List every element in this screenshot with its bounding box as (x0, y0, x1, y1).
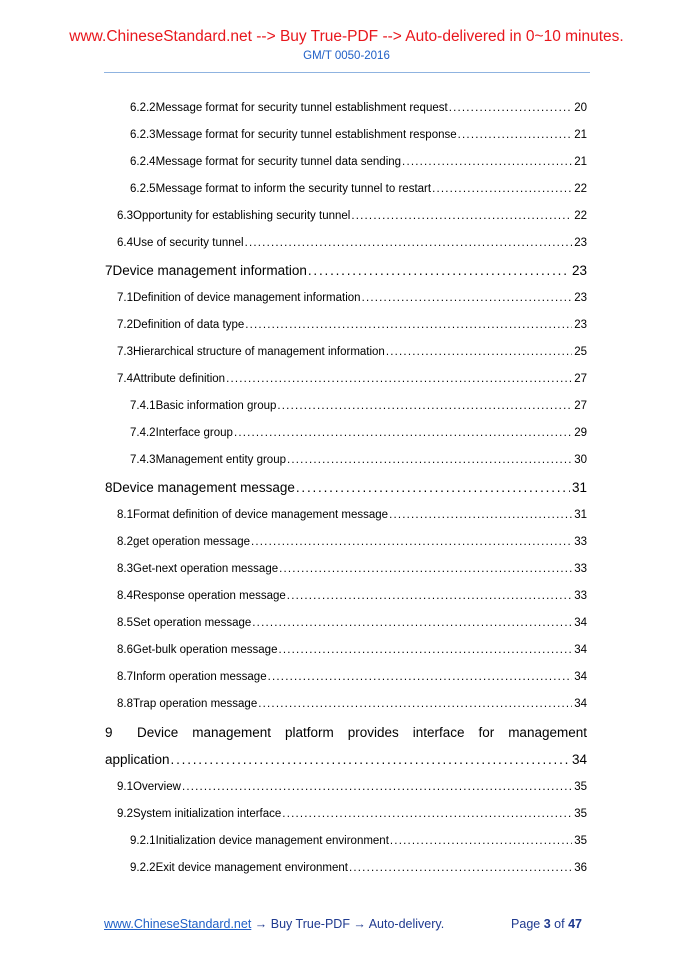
page-indicator: Page 3 of 47 (511, 917, 582, 931)
toc-page: 21 (574, 129, 587, 141)
toc-entry-7-4[interactable]: 7.4 Attribute definition ..... 27 (117, 373, 587, 385)
toc-page: 36 (574, 862, 587, 874)
toc-title-line1: Device management platform provides interface for management (137, 725, 587, 740)
toc-title: Format definition of device management message (133, 509, 389, 521)
toc-title: Opportunity for establishing security tunnel (133, 210, 351, 222)
toc-page: 34 (571, 752, 587, 767)
toc-entry-8-2[interactable]: 8.2 get operation message ..... 33 (117, 536, 587, 548)
toc-entry-8-1[interactable]: 8.1 Format definition of device management message ..... 31 (117, 509, 587, 521)
toc-page: 30 (574, 454, 587, 466)
toc-entry-6-2-4[interactable]: 6.2.4 Message format for security tunnel data sending ..... 21 (130, 156, 587, 168)
toc-page: 35 (574, 835, 587, 847)
toc-title: Interface group (155, 427, 233, 439)
toc-entry-7-1[interactable]: 7.1 Definition of device management information ..... 23 (117, 292, 587, 304)
total-pages: 47 (568, 917, 582, 931)
toc-page: 23 (571, 263, 587, 278)
toc-entry-8-5[interactable]: 8.5 Set operation message ..... 34 (117, 617, 587, 629)
toc-title: Use of security tunnel (133, 237, 244, 249)
toc-entry-9-2-2[interactable]: 9.2.2 Exit device management environment ..... 36 (130, 862, 587, 874)
toc-title: Device management message (112, 480, 295, 495)
footer-link[interactable]: www.ChineseStandard.net (104, 917, 252, 931)
toc-entry-7[interactable]: 7 Device management information ..... 23 (105, 263, 587, 278)
toc-title: Overview (133, 781, 181, 793)
toc-entry-7-4-3[interactable]: 7.4.3 Management entity group ..... 30 (130, 454, 587, 466)
toc-entry-6-2-2[interactable]: 6.2.2 Message format for security tunnel establishment request ..... 20 (130, 102, 587, 114)
toc-entry-9-continued[interactable] (105, 752, 587, 767)
toc-page: 20 (574, 102, 587, 114)
page-footer (104, 917, 590, 931)
toc-page: 27 (574, 373, 587, 385)
toc-page: 25 (574, 346, 587, 358)
toc-entry-8-3[interactable]: 8.3 Get-next operation message ..... 33 (117, 563, 587, 575)
toc-title: Definition of data type (133, 319, 245, 331)
toc-entry-8-8[interactable]: 8.8 Trap operation message ..... 34 (117, 698, 587, 710)
toc-title: Message format for security tunnel establishment response (155, 129, 457, 141)
toc-title: Hierarchical structure of management information (133, 346, 385, 358)
footer-text: → Buy True-PDF → Auto-delivery. (254, 917, 445, 931)
toc-title: Device management information (112, 263, 307, 278)
toc-page: 22 (574, 183, 587, 195)
toc-page: 23 (574, 237, 587, 249)
toc-title: Response operation message (133, 590, 286, 602)
toc-entry-8-7[interactable]: 8.7 Inform operation message ..... 34 (117, 671, 587, 683)
toc-page: 31 (574, 509, 587, 521)
toc-title: Attribute definition (133, 373, 226, 385)
toc-entry-8-6[interactable]: 8.6 Get-bulk operation message ..... 34 (117, 644, 587, 656)
toc-title: Exit device management environment (155, 862, 348, 874)
toc-page: 23 (574, 292, 587, 304)
toc-page: 29 (574, 427, 587, 439)
toc-entry-6-4[interactable]: 6.4 Use of security tunnel ..... 23 (117, 237, 587, 249)
toc-title: Initialization device management environment (155, 835, 389, 847)
toc-page: 33 (574, 590, 587, 602)
toc-page: 27 (574, 400, 587, 412)
toc-entry-7-4-2[interactable]: 7.4.2 Interface group ..... 29 (130, 427, 587, 439)
toc-title: Management entity group (155, 454, 286, 466)
toc-page: 34 (574, 671, 587, 683)
document-number: GM/T 0050-2016 (303, 50, 390, 62)
toc-entry-6-2-3[interactable]: 6.2.3 Message format for security tunnel establishment response ..... 21 (130, 129, 587, 141)
toc-entry-7-3[interactable]: 7.3 Hierarchical structure of management information ..... 25 (117, 346, 587, 358)
toc-entry-9-2[interactable]: 9.2 System initialization interface ..... 35 (117, 808, 587, 820)
top-banner[interactable]: www.ChineseStandard.net --> Buy True-PDF --> Auto-delivered in 0~10 minutes. (69, 28, 624, 45)
toc-title: System initialization interface (133, 808, 282, 820)
toc-title: Definition of device management information (133, 292, 361, 304)
toc-title: Message format for security tunnel establishment request (155, 102, 448, 114)
toc-entry-9-1[interactable]: 9.1 Overview ..... 35 (117, 781, 587, 793)
toc-title-line2: application (105, 752, 170, 767)
toc-entry-9-2-1[interactable]: 9.2.1 Initialization device management environment ..... 35 (130, 835, 587, 847)
toc-title: Message format for security tunnel data sending (155, 156, 402, 168)
toc-page: 21 (574, 156, 587, 168)
toc-entry-7-4-1[interactable]: 7.4.1 Basic information group ..... 27 (130, 400, 587, 412)
toc-title: Basic information group (155, 400, 277, 412)
toc-entry-6-2-5[interactable]: 6.2.5 Message format to inform the security tunnel to restart ..... 22 (130, 183, 587, 195)
toc-page: 22 (574, 210, 587, 222)
header-divider (104, 72, 590, 73)
toc-page: 34 (574, 644, 587, 656)
toc-page: 23 (574, 319, 587, 331)
toc-entry-8[interactable]: 8 Device management message ..... 31 (105, 480, 587, 495)
toc-page: 31 (571, 480, 587, 495)
toc-entry-8-4[interactable]: 8.4 Response operation message ..... 33 (117, 590, 587, 602)
toc-page: 34 (574, 617, 587, 629)
toc-page: 35 (574, 781, 587, 793)
toc-title: Get-bulk operation message (133, 644, 278, 656)
toc-entry-6-3[interactable]: 6.3 Opportunity for establishing security tunnel ..... 22 (117, 210, 587, 222)
toc-page: 35 (574, 808, 587, 820)
toc-title: get operation message (133, 536, 250, 548)
toc-title: Set operation message (133, 617, 252, 629)
toc-title: Trap operation message (133, 698, 258, 710)
toc-entry-7-2[interactable]: 7.2 Definition of data type ..... 23 (117, 319, 587, 331)
toc-page: 33 (574, 563, 587, 575)
toc-page: 34 (574, 698, 587, 710)
toc-title: Get-next operation message (133, 563, 279, 575)
toc-title: Message format to inform the security tunnel to restart (155, 183, 432, 195)
toc-entry-9[interactable]: 9 Device management platform provides interface for management (105, 725, 587, 740)
toc-title: Inform operation message (133, 671, 267, 683)
toc-page: 33 (574, 536, 587, 548)
current-page: 3 (543, 917, 551, 931)
